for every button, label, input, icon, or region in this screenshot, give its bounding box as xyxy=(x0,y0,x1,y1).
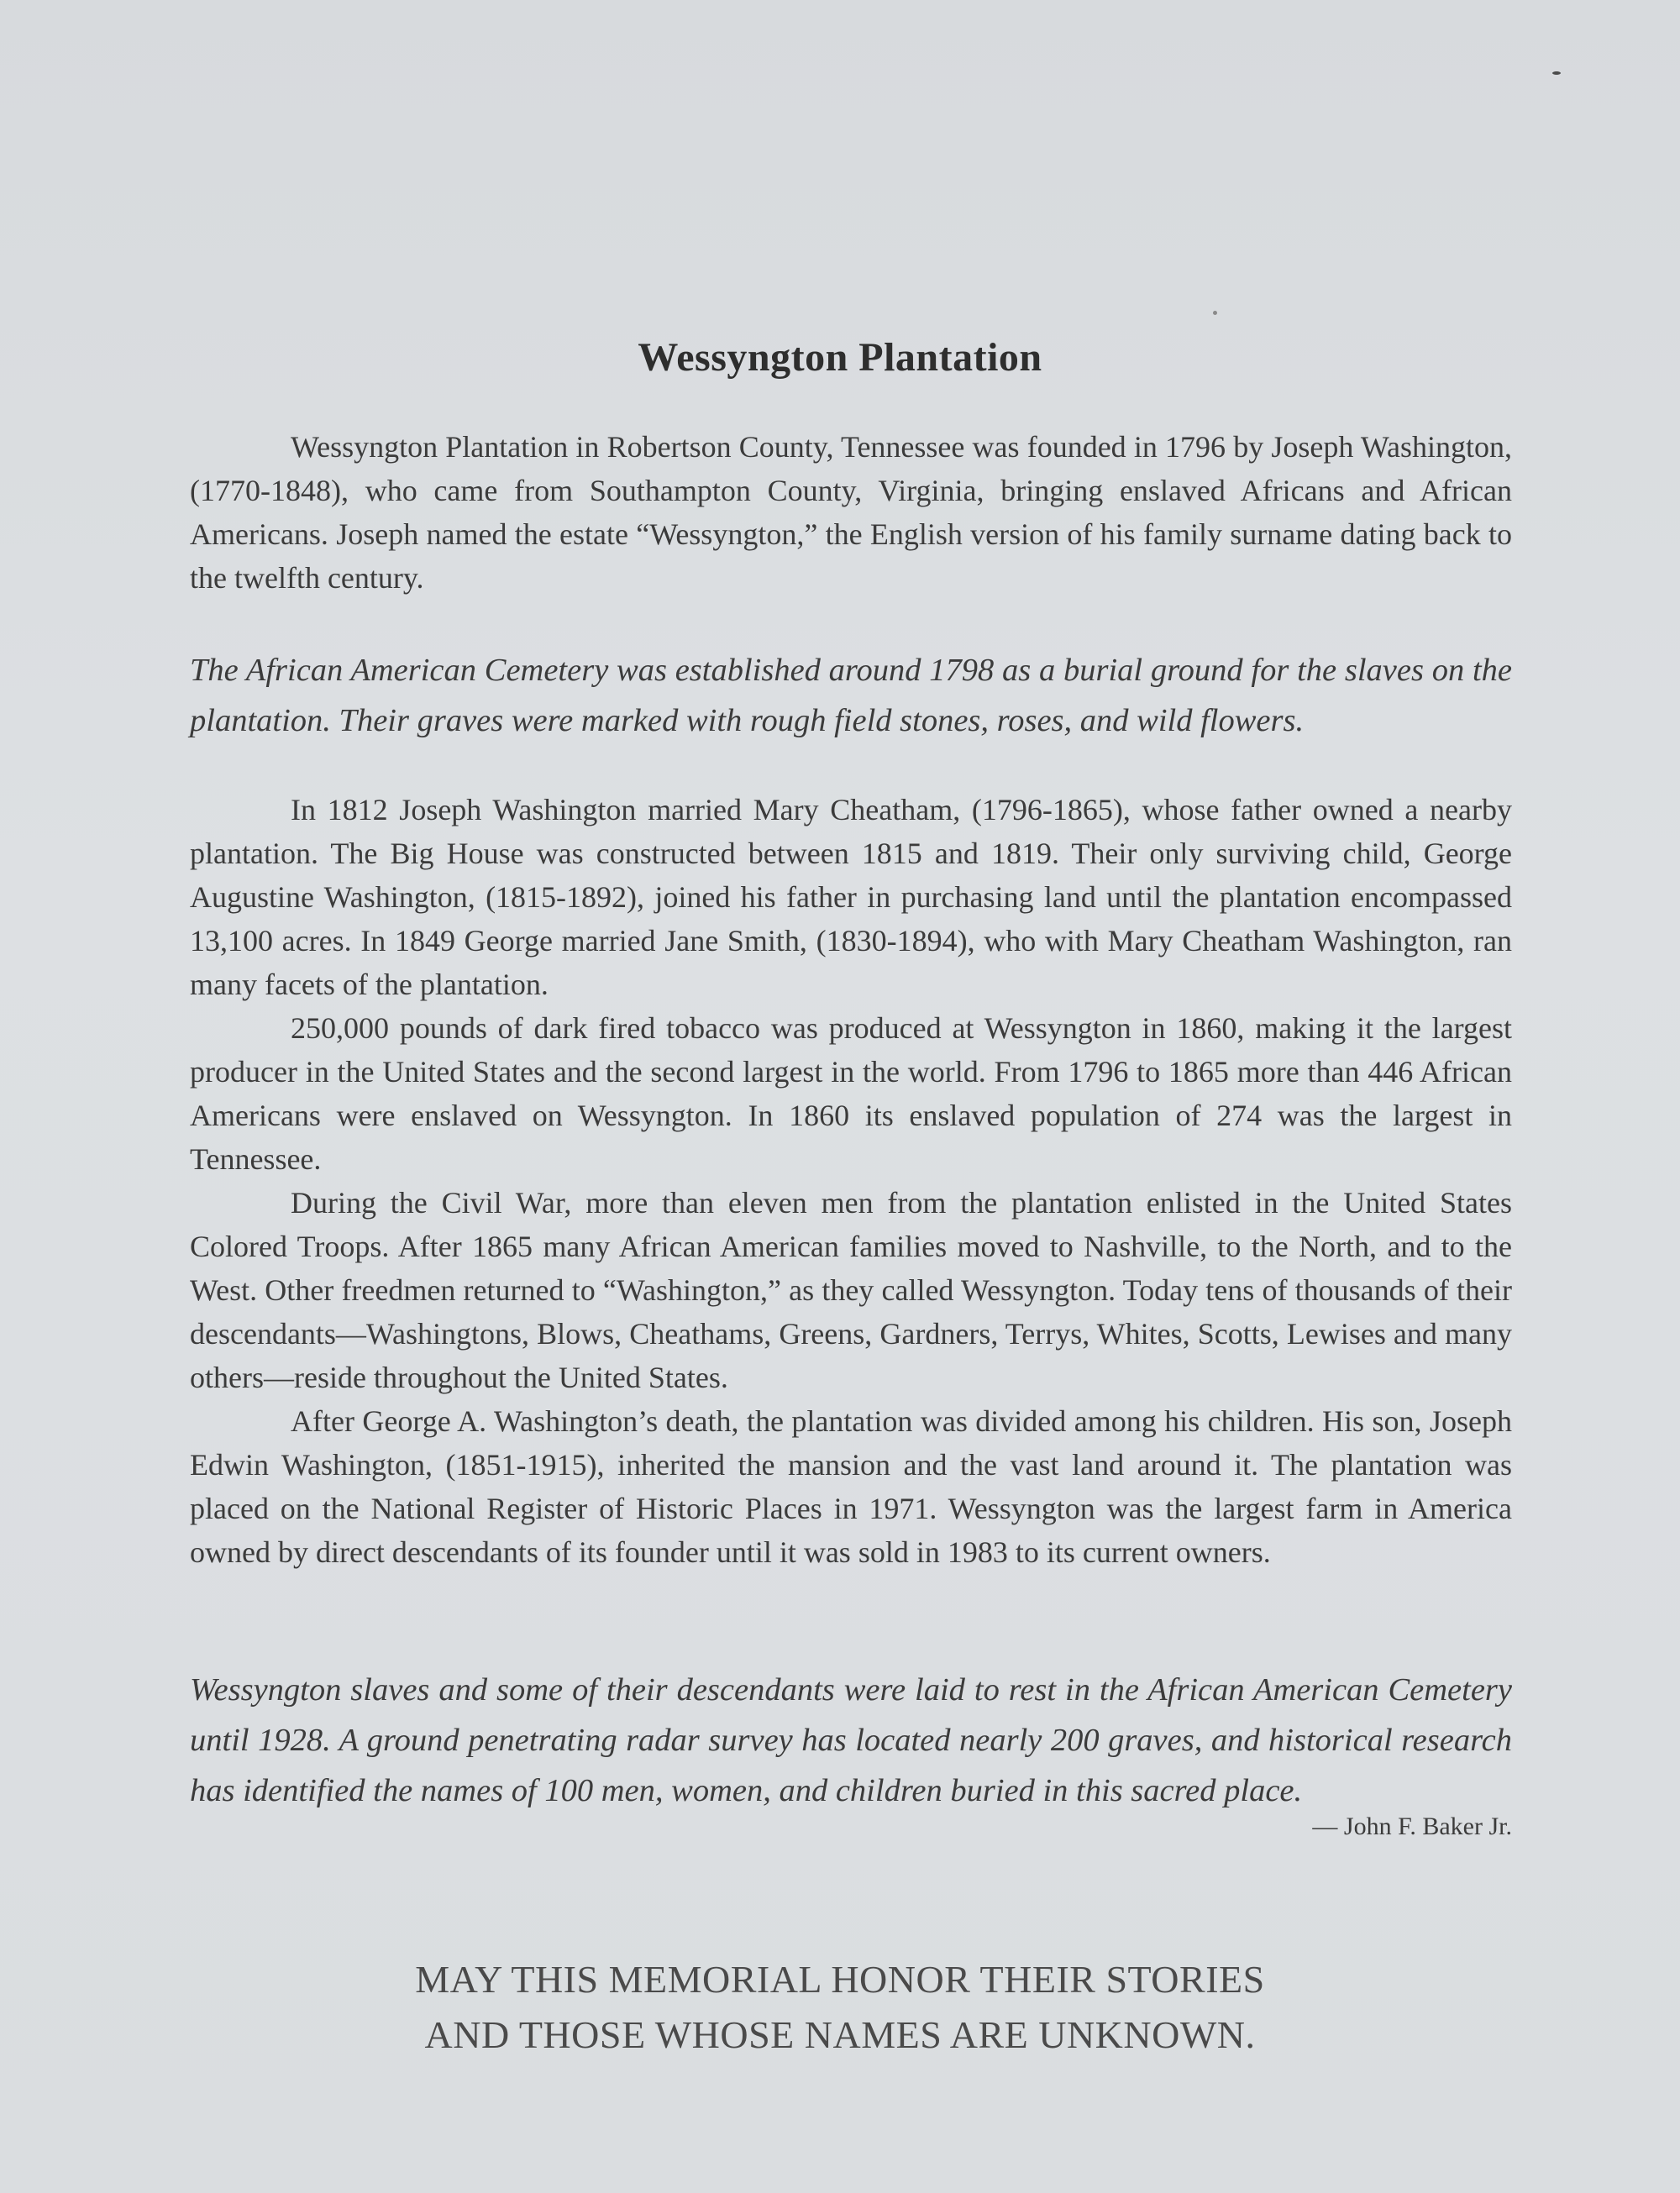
intro-paragraph: Wessyngton Plantation in Robertson County, Tennessee was founded in 1796 by Joseph Washington, (1770-1848), who came from Southampton County, Virginia, bringing enslaved Africans and African Americans. Joseph named the estate “Wessyngton,” the English version of his family surname dating back to the twelfth century. xyxy=(190,430,1512,595)
attribution: — John F. Baker Jr. xyxy=(1312,1813,1512,1840)
cemetery-italic-note: The African American Cemetery was established around 1798 as a burial ground for the slaves on the plantation. Their graves were marked with rough field stones, roses, and wild flowers. xyxy=(190,653,1512,738)
memorial-dedication xyxy=(0,1952,1680,2063)
history-section xyxy=(190,788,1512,1574)
inheritance-paragraph: After George A. Washington’s death, the plantation was divided among his children. His son, Joseph Edwin Washington, (1851-1915), inherited the mansion and the vast land around it. The plantation was placed on the National Register of Historic Places in 1971. Wessyngton was the largest farm in America owned by direct descendants of its founder until it was sold in 1983 to its current owners. xyxy=(190,1404,1512,1569)
paper-speck xyxy=(1552,71,1561,75)
tobacco-paragraph: 250,000 pounds of dark fired tobacco was produced at Wessyngton in 1860, making it the largest producer in the United States and the second largest in the world. From 1796 to 1865 more than 446 African Americans were enslaved on Wessyngton. In 1860 its enslaved population of 274 was the largest in Tennessee. xyxy=(190,1011,1512,1176)
page-title: Wessyngton Plantation xyxy=(638,335,1042,380)
intro-section xyxy=(190,425,1512,600)
dedication-line-1: MAY THIS MEMORIAL HONOR THEIR STORIES xyxy=(415,1958,1265,2001)
paper-speck xyxy=(1213,311,1217,315)
civil-war-paragraph: During the Civil War, more than eleven men from the plantation enlisted in the United States Colored Troops. After 1865 many African American families moved to Nashville, to the North, and to the West. Other freedmen returned to “Washington,” as they called Wessyngton. Today tens of thousands of their descendants—Washingtons, Blows, Cheathams, Greens, Gardners, Terrys, Whites, Scotts, Lewises and many others—reside throughout the United States. xyxy=(190,1186,1512,1394)
marriage-paragraph: In 1812 Joseph Washington married Mary Cheatham, (1796-1865), whose father owned a nearby plantation. The Big House was constructed between 1815 and 1819. Their only surviving child, George Augustine Washington, (1815-1892), joined his father in purchasing land until the plantation encompassed 13,100 acres. In 1849 George married Jane Smith, (1830-1894), who with Mary Cheatham Washington, ran many facets of the plantation. xyxy=(190,793,1512,1001)
burial-italic-note: Wessyngton slaves and some of their descendants were laid to rest in the African American Cemetery until 1928. A ground penetrating radar survey has located nearly 200 graves, and historical research has identified the names of 100 men, women, and children buried in this sacred place. xyxy=(190,1672,1512,1808)
dedication-line-2: AND THOSE WHOSE NAMES ARE UNKNOWN. xyxy=(424,2013,1256,2056)
